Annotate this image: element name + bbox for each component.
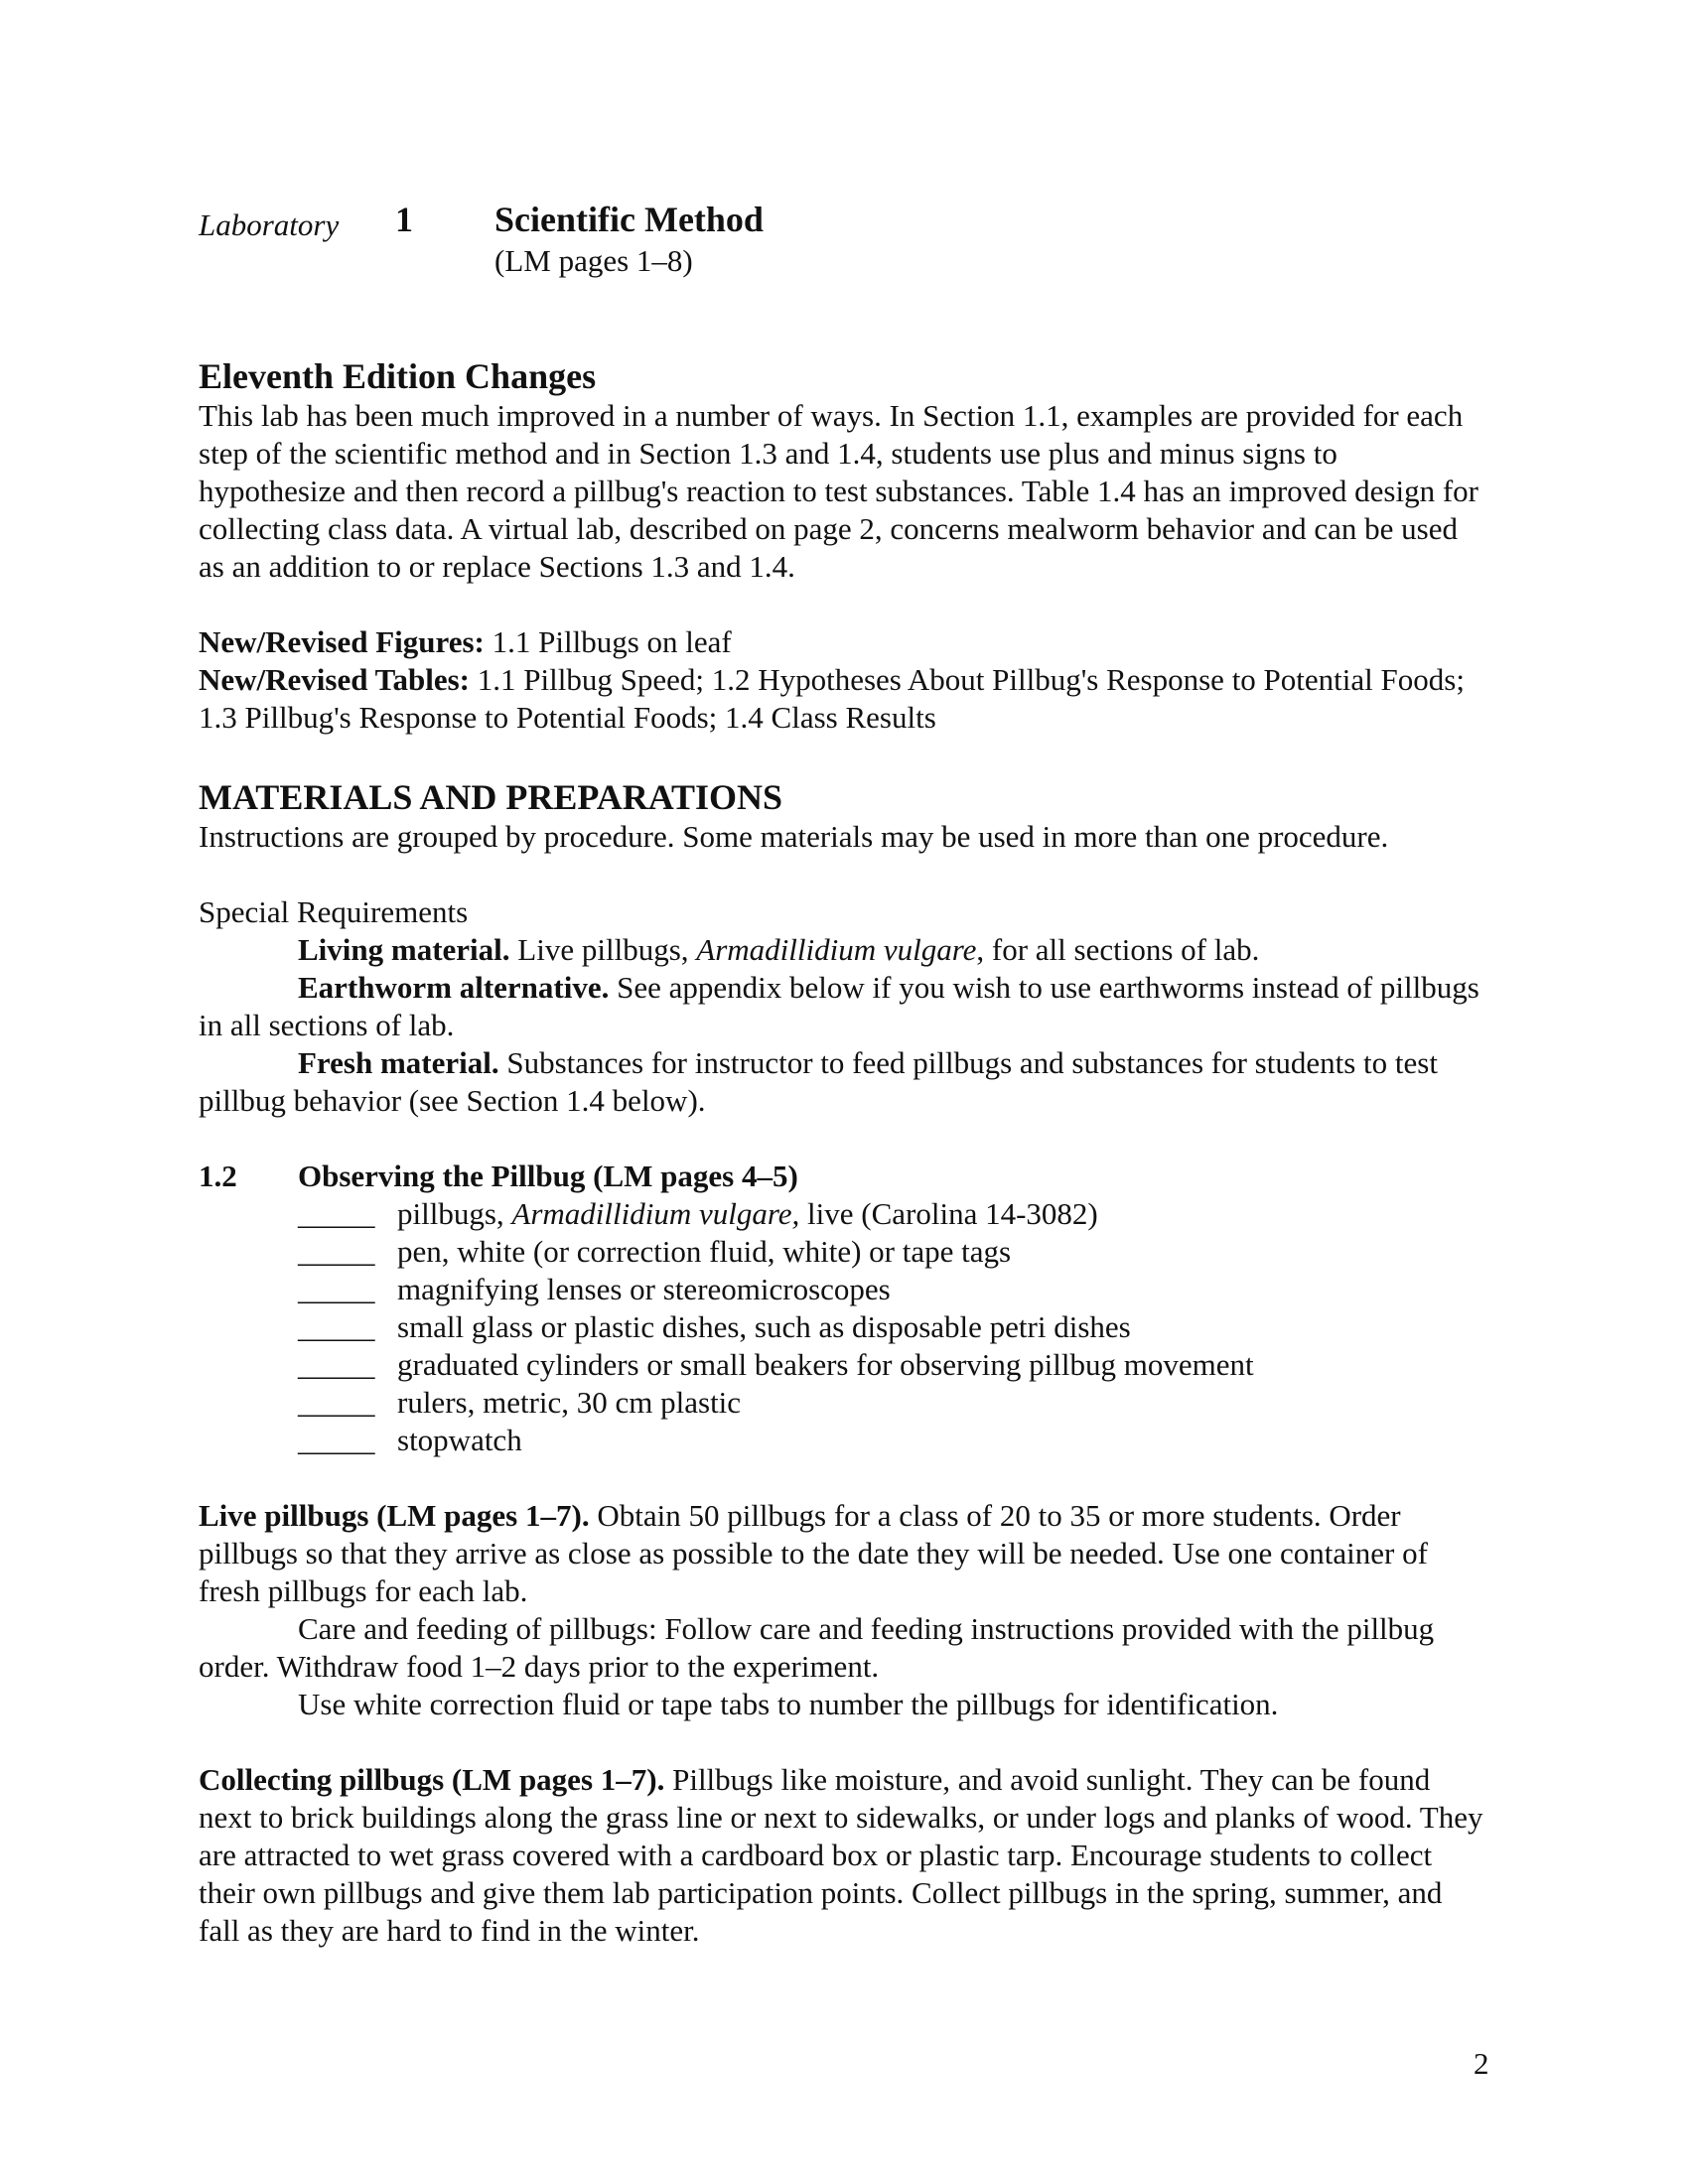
- revised-tables-text: 1.1 Pillbug Speed; 1.2 Hypotheses About Pillbug's Response to Potential Foods; 1.3 Pillbug's Response to Potential Foods; 1.4 Class Results: [199, 662, 1465, 735]
- checklist-item-text: graduated cylinders or small beakers for observing pillbug movement: [397, 1347, 1254, 1382]
- collecting-text: Pillbugs like moisture, and avoid sunlight. They can be found next to brick buildings along the grass line or next to sidewalks, or under logs and planks of wood. They are attracted to wet grass covered with a cardboard box or plastic tarp. Encourage students to collect their own pillbugs and give them lab participation points. Collect pillbugs in the spring, summer, and fall as they are hard to find in the winter.: [199, 1762, 1483, 1948]
- living-material-text: Live pillbugs,: [509, 932, 697, 967]
- checklist-item-text: [397, 1195, 1098, 1233]
- checklist-item: [298, 1195, 1489, 1233]
- earthworm-alternative: [199, 969, 1489, 1044]
- fresh-material: [199, 1044, 1489, 1120]
- checklist-item: [298, 1422, 1489, 1459]
- living-material: [199, 931, 1489, 969]
- checklist-item: [298, 1308, 1489, 1346]
- live-pillbugs-text: Obtain 50 pillbugs for a class of 20 to 35 or more students. Order pillbugs so that they arrive as close as possible to the date they will be needed. Use one container of fresh pillbugs for each lab.: [199, 1498, 1428, 1608]
- checklist-item: [298, 1271, 1489, 1308]
- special-requirements-heading: Special Requirements: [199, 894, 469, 929]
- species-name: Armadillidium vulgare,: [511, 1196, 800, 1231]
- checklist-item-text: pen, white (or correction fluid, white) or tape tags: [397, 1234, 1012, 1269]
- earthworm-alternative-text: See appendix below if you wish to use earthworms instead of pillbugs in all sections of lab.: [199, 970, 1479, 1042]
- section-number: 1.2: [199, 1159, 237, 1193]
- marking-paragraph: Use white correction fluid or tape tabs to number the pillbugs for identification.: [298, 1687, 1279, 1721]
- changes-body: This lab has been much improved in a number of ways. In Section 1.1, examples are provided for each step of the scientific method and in Section 1.3 and 1.4, students use plus and minus signs to hypothesize and then record a pillbug's reaction to test substances. Table 1.4 has an improved design for collecting class data. A virtual lab, described on page 2, concerns mealworm behavior and can be used as an addition to or replace Sections 1.3 and 1.4.: [199, 398, 1478, 584]
- collecting-paragraph: [199, 1761, 1489, 1950]
- checklist-item-text: small glass or plastic dishes, such as disposable petri dishes: [397, 1309, 1131, 1344]
- checklist-item-text: stopwatch: [397, 1423, 522, 1457]
- materials-checklist: [199, 1195, 1489, 1459]
- live-pillbugs-label: Live pillbugs (LM pages 1–7).: [199, 1498, 590, 1533]
- fresh-material-text: Substances for instructor to feed pillbugs and substances for students to test pillbug behavior (see Section 1.4 below).: [199, 1045, 1438, 1118]
- item-text-pre: pillbugs,: [397, 1196, 512, 1231]
- checklist-item-text: magnifying lenses or stereomicroscopes: [397, 1272, 891, 1306]
- checklist-item: [298, 1346, 1489, 1384]
- checklist-blank: _____: [298, 1196, 375, 1231]
- lab-header: [199, 197, 1489, 286]
- lab-pages: (LM pages 1–8): [494, 243, 693, 278]
- checklist-blank: _____: [298, 1423, 375, 1457]
- page-number: 2: [1474, 2046, 1489, 2081]
- checklist-blank: _____: [298, 1272, 375, 1306]
- living-material-label: Living material.: [298, 932, 510, 967]
- checklist-blank: _____: [298, 1234, 375, 1269]
- revised-tables: [199, 661, 1489, 737]
- section-title: Observing the Pillbug (LM pages 4–5): [298, 1159, 798, 1193]
- collecting-label: Collecting pillbugs (LM pages 1–7).: [199, 1762, 665, 1797]
- revised-figures-text: 1.1 Pillbugs on leaf: [484, 624, 732, 659]
- earthworm-alternative-label: Earthworm alternative.: [298, 970, 610, 1005]
- checklist-blank: _____: [298, 1309, 375, 1344]
- living-material-text-end: , for all sections of lab.: [976, 932, 1260, 967]
- revised-figures-label: New/Revised Figures:: [199, 624, 485, 659]
- checklist-item: [298, 1233, 1489, 1271]
- revised-tables-label: New/Revised Tables:: [199, 662, 470, 697]
- checklist-item-text: rulers, metric, 30 cm plastic: [397, 1385, 742, 1420]
- section-1-2-heading: [199, 1158, 1489, 1195]
- checklist-item: [298, 1384, 1489, 1422]
- lab-title: Scientific Method: [494, 200, 764, 239]
- lab-number: 1: [395, 200, 413, 239]
- lab-label: Laboratory: [199, 207, 340, 242]
- changes-heading: Eleventh Edition Changes: [199, 356, 597, 396]
- materials-heading: MATERIALS AND PREPARATIONS: [199, 777, 783, 817]
- live-pillbugs-paragraph: [199, 1497, 1489, 1610]
- species-name: Armadillidium vulgare: [696, 932, 977, 967]
- checklist-blank: _____: [298, 1347, 375, 1382]
- care-feeding-paragraph: Care and feeding of pillbugs: Follow care and feeding instructions provided with the pillbug order. Withdraw food 1–2 days prior to the experiment.: [199, 1611, 1435, 1684]
- checklist-blank: _____: [298, 1385, 375, 1420]
- materials-intro: Instructions are grouped by procedure. Some materials may be used in more than one procedure.: [199, 819, 1389, 854]
- document-page: [199, 197, 1489, 1950]
- fresh-material-label: Fresh material.: [298, 1045, 499, 1080]
- revised-figures: [199, 623, 1489, 661]
- item-text-post: live (Carolina 14-3082): [799, 1196, 1098, 1231]
